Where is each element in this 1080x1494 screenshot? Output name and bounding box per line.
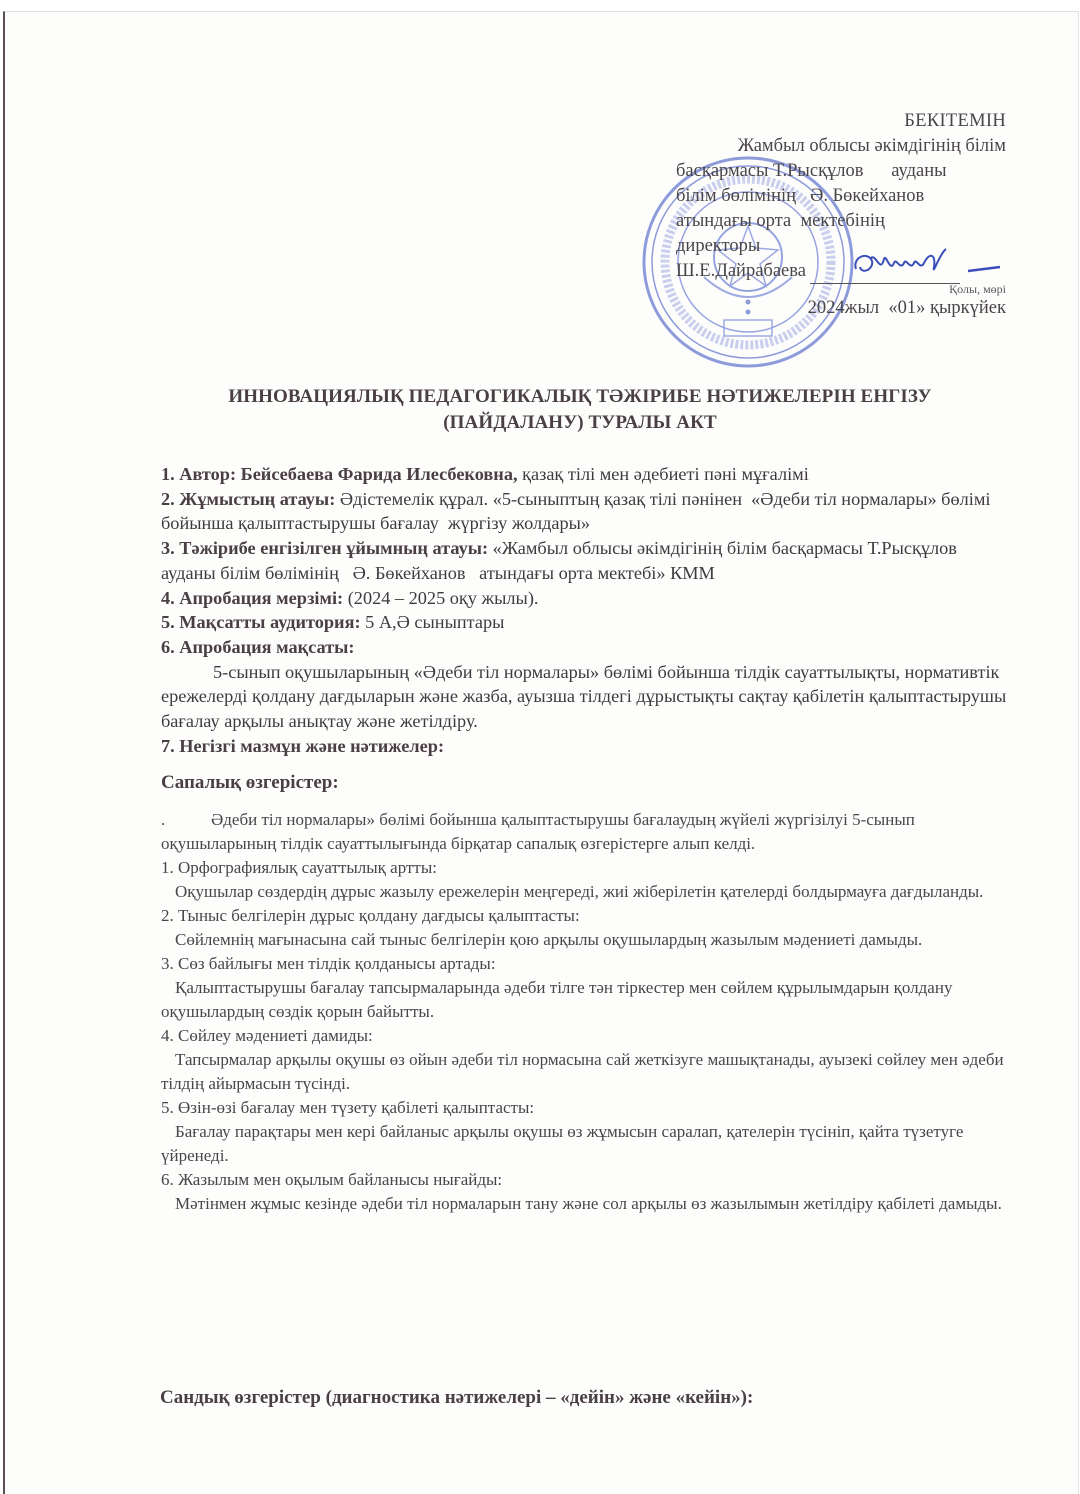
document-title [120,384,1040,436]
item-main-content: 7. Негізгі мазмұн және нәтижелер: [161,735,445,756]
title-line-2: (ПАЙДАЛАНУ) ТУРАЛЫ АКТ [443,412,717,433]
point-desc: Бағалау парақтары мен кері байланыс арқылы оқушы өз жұмысын саралап, қателерін түсініп, қайта түзетуге үйренеді. [161,1122,964,1166]
item-value: (2024 – 2025 оқу жылы). [343,587,539,608]
item-work-title [161,487,1011,536]
point-title: 2. Тыныс белгілерін дұрыс қолдану дағдысы қалыптасты: [161,906,580,926]
point-title: 5. Өзін-өзі бағалау мен түзету қабілеті қалыптасты: [161,1098,535,1118]
signature-caption: Қолы, мөрі [949,282,1006,296]
item-value: қазақ тілі мен әдебиеті пәні мұғалімі [517,464,809,484]
approval-block [676,109,1006,320]
item-label: 2. Жұмыстың атауы: [161,488,336,509]
approval-line: Жамбыл облысы әкімдігінің білім [737,136,1006,156]
item-approbation-goal [161,635,1011,660]
item-label: 1. Автор: Бейсебаева Фарида Илесбековна, [161,464,518,484]
point-desc: Қалыптастырушы бағалау тапсырмаларында әдеби тілге тән тіркестер мен сөйлем құрылымдарын қолдану оқушылардың сөздік қорын байытты. [161,978,953,1022]
point-desc: Мәтінмен жұмыс кезінде әдеби тіл нормаларын тану және сол арқылы өз жазылымын жетілдіру қабілеті дамыды. [175,1194,1002,1214]
point-title: 3. Сөз байлығы мен тілдік қолданысы артады: [161,954,496,974]
qualitative-heading: Сапалық өзгерістер: [161,772,339,794]
point-desc: Сөйлемнің мағынасына сай тыныс белгілерін қою арқылы оқушылардың жазылым мәдениеті дамыды. [175,930,923,950]
item-organization [161,536,1011,585]
approve-label: БЕКІТЕМІН [904,111,1006,131]
director-name: Ш.Е.Дайрабаева [676,261,806,281]
item-target-audience [161,610,1011,635]
item-value: 5 А,Ә сыныптары [360,612,505,633]
approval-date: 2024жыл «01» қыркүйек [807,298,1006,318]
point-title: 6. Жазылым мен оқылым байланысы нығайды: [161,1170,503,1190]
item-label: 5. Мақсатты аудитория: [161,612,361,633]
approval-line: директоры [676,236,761,256]
qualitative-section [161,808,1011,1216]
goal-text: 5-сынып оқушыларының «Әдеби тіл нормалары» бөлімі бойынша тілдік сауаттылықты, нормативтік ережелерді қолдану дағдыларын және жазба, ауызша тілдегі дұрыстықты сақтау қабілетін қалыптастырушы бағалау арқылы анықтау және жетілдіру. [161,661,1007,732]
qualitative-intro [161,808,1011,856]
item-label: 3. Тәжірибе енгізілген ұйымның атауы: [161,538,489,559]
bullet-dot: . [161,810,166,830]
approval-line: басқармасы Т.Рысқұлов ауданы [676,161,947,181]
approval-line: білім бөлімінің Ә. Бөкейханов [676,186,925,206]
intro-text: Әдеби тіл нормалары» бөлімі бойынша қалыптастырушы бағалаудың жүйелі жүргізілуі 5-сынып оқушыларының тілдік сауаттылығында бірқатар сапалық өзгерістерге алып келді. [161,810,915,854]
document-body [161,462,1011,1216]
title-line-1: ИННОВАЦИЯЛЫҚ ПЕДАГОГИКАЛЫҚ ТӘЖІРИБЕ НӘТИЖЕЛЕРІН ЕНГІЗУ [228,386,932,407]
item-approbation-period [161,586,1011,611]
quantitative-heading: Сандық өзгерістер (диагностика нәтижелері – «дейін» және «кейін»): [160,1387,754,1408]
item-author [161,462,1011,487]
point-title: 1. Орфографиялық сауаттылық артты: [161,858,437,878]
item-label: 6. Апробация мақсаты: [161,636,355,657]
item-value: Әдістемелік құрал. «5-сыныптың қазақ тілі пәнінен «Әдеби тіл нормалары» бөлімі бойынша қалыптастырушы бағалау жүргізу жолдары» [161,488,996,534]
signature-icon [850,245,1010,285]
point-title: 4. Сөйлеу мәдениеті дамиды: [161,1026,373,1046]
approval-line: атындағы орта мектебінің [676,211,885,231]
item-value: «Жамбыл облысы әкімдігінің білім басқармасы Т.Рысқұлов ауданы білім бөлімінің Ә. Бөкейханов атындағы орта мектебі» КММ [161,538,962,583]
signature-row [676,259,1006,284]
point-desc: Оқушылар сөздердің дұрыс жазылу ережелерін меңгереді, жиі жіберілетін қателерді болдырмауға дағдыланды. [175,882,984,902]
item-label: 4. Апробация мерзімі: [161,587,344,608]
point-desc: Тапсырмалар арқылы оқушы өз ойын әдеби тіл нормасына сай жеткізуге машықтанады, ауызекі сөйлеу мен әдеби тілдің айырмасын түсінді. [161,1050,1004,1094]
